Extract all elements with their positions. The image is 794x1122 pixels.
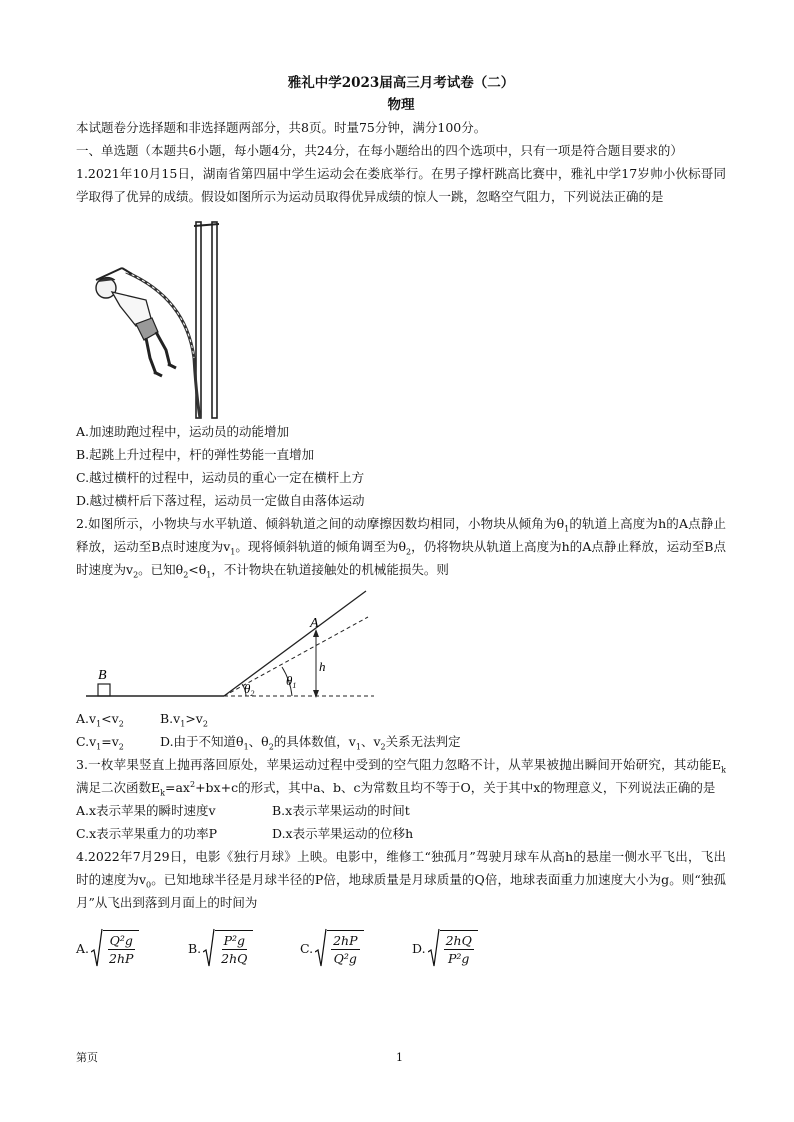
exam-page: [76, 72, 726, 976]
question-4-options: [76, 920, 726, 976]
label-h: h: [319, 659, 326, 674]
label-theta1: $\theta_1$: [286, 673, 297, 690]
label-theta2: $\theta_2$: [244, 681, 255, 698]
footer-label: 第页: [76, 1051, 98, 1064]
question-3-option-a[interactable]: A.x表示苹果的瞬时速度v: [76, 803, 216, 818]
question-2-options-row2: [76, 730, 726, 753]
question-2-option-d[interactable]: D.由于不知道$\theta_1$、$\theta_2$的具体数值，$v_1$、$v_2$关系无法判定: [160, 734, 461, 752]
question-2-option-a[interactable]: $A.v_1<v_2$: [76, 711, 124, 729]
question-2-option-c[interactable]: $C.v_1=v_2$: [76, 734, 124, 752]
question-4-option-c[interactable]: C. $\frac{2hP}{\text{Q²g}}$: [300, 928, 412, 968]
question-1-option-d[interactable]: D.越过横杆后下落过程，运动员一定做自由落体运动: [76, 493, 365, 508]
sqrt-icon: $\frac{2hQ}{\text{P²g}}$: [428, 928, 478, 968]
question-3-stem: 3.一枚苹果竖直上抛再落回原处，苹果运动过程中受到的空气阻力忽略不计，从苹果被抛出瞬间开始研究，其动能$E_k$满足二次函数$E_k=ax^2+bx+c$的形式，其中a、b、c为常数且均不等于O，关于其中x的物理意义，下列说法正确的是: [76, 757, 726, 798]
sqrt-icon: $\frac{\text{Q²g}}{2hP}$: [91, 928, 139, 968]
question-3-options-row1: [76, 799, 726, 822]
question-4-option-b[interactable]: B. $\frac{\text{P²g}}{2hQ}$: [188, 928, 300, 968]
question-3-option-b[interactable]: B.x表示苹果运动的时间t: [272, 803, 410, 818]
exam-intro: 本试题卷分选择题和非选择题两部分，共8页。时量75分钟，满分100分。: [76, 120, 487, 135]
question-3-options-row2: [76, 822, 726, 845]
label-b: B: [98, 668, 107, 683]
question-4-option-a[interactable]: A. $\frac{\text{Q²g}}{2hP}$: [76, 928, 188, 968]
question-4-stem: 4.2022年7月29日，电影《独行月球》上映。电影中，维修工“独孤月”驾驶月球车从高h的悬崖一侧水平飞出，飞出时的速度为$v_0$。已知地球半径是月球半径的P倍，地球质量是月球质量的Q倍，地球表面重力加速度大小为g。则“独孤月”从飞出到落到月面上的时间为: [76, 849, 726, 910]
question-1-option-c[interactable]: C.越过横杆的过程中，运动员的重心一定在横杆上方: [76, 470, 365, 485]
incline-track-figure: [76, 581, 726, 707]
question-2-options-row1: [76, 707, 726, 730]
section-heading: 一、单选题（本题共6小题，每小题4分，共24分，在每小题给出的四个选项中，只有一项是符合题目要求的）: [76, 143, 683, 158]
pole-vault-figure: [76, 208, 726, 420]
question-3-option-c[interactable]: C.x表示苹果重力的功率P: [76, 826, 218, 841]
question-3-option-d[interactable]: D.x表示苹果运动的位移h: [272, 826, 414, 841]
incline-diagram: [76, 581, 726, 707]
question-4-option-d[interactable]: D. $\frac{2hQ}{\text{P²g}}$: [412, 928, 524, 968]
question-1-stem: 1.2021年10月15日，湖南省第四届中学生运动会在娄底举行。在男子撑杆跳高比赛中，雅礼中学17岁帅小伙标哥同学取得了优异的成绩。假设如图所示为运动员取得优异成绩的惊人一跳，忽略空气阻力，下列说法正确的是: [76, 166, 726, 204]
exam-subject: 物理: [387, 97, 415, 113]
sqrt-icon: $\frac{\text{P²g}}{2hQ}$: [203, 928, 253, 968]
question-1-option-b[interactable]: B.起跳上升过程中，杆的弹性势能一直增加: [76, 447, 315, 462]
pole-vault-illustration: [76, 208, 726, 420]
question-2-stem: 2.如图所示，小物块与水平轨道、倾斜轨道之间的动摩擦因数均相同，小物块从倾角为$\theta_1$的轨道上高度为h的A点静止释放，运动至B点时速度为$v_1$。现将倾斜轨道的倾角调至为$\theta_2$，仍将物块从轨道上高度为h的A点静止释放，运动至B点时速度为$v_2$。已知$\theta_2<\theta_1$，不计物块在轨道接触处的机械能损失。则: [76, 516, 727, 580]
question-1-option-a[interactable]: A.加速助跑过程中，运动员的动能增加: [76, 424, 290, 439]
page-number: 1: [396, 1051, 403, 1064]
question-2-option-b[interactable]: $B.v_1>v_2$: [160, 711, 208, 729]
block-b: [98, 684, 110, 696]
exam-title: 雅礼中学2023届高三月考试卷（二）: [287, 75, 515, 91]
label-a: A: [310, 616, 319, 631]
sqrt-icon: $\frac{2hP}{\text{Q²g}}$: [315, 928, 363, 968]
